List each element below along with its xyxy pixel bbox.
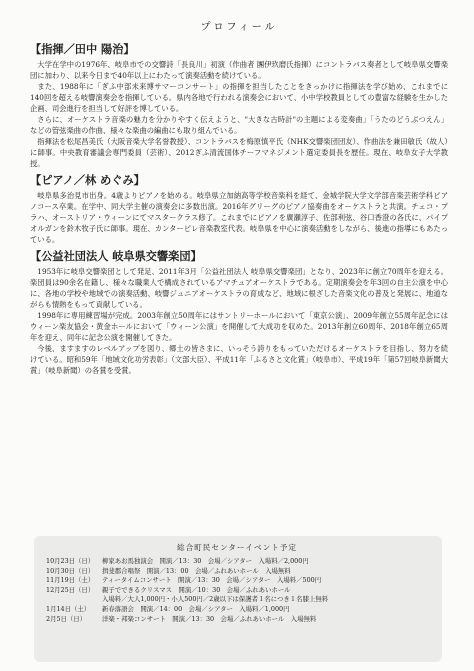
events-title: 総合町民センターイベント予定 <box>176 543 297 552</box>
paragraph: 1998年に専用練習場が完成。2003年創立50周年にはサントリーホールにおいて「東京公演」、2009年創立55周年記念にはウィーン楽友協会・黄金ホールにおいて「ウィーン公演」を開催して大成功を収めた。2013年創立60周年、2018年創立65周年を迎え、同年に記念公演を開催してきた。 <box>30 311 448 342</box>
event-text: 柳家あお馬独演会 開演／13：30 会場／シアター 入場料／2,000円 <box>102 557 309 565</box>
event-date: 2月5日（日） <box>46 614 87 623</box>
section-heading: 【指揮／田中 陽治】 <box>30 43 135 56</box>
event-item <box>46 557 428 567</box>
paragraph: 岐阜県多治見市出身。4歳よりピアノを始める。岐阜県立加納高等学校音楽科を経て、金城学院大学文学部音楽芸術学科ピアノコース卒業。在学中、同大学主催の演奏会に多数出演。2016年グリーグのピアノ協奏曲をオーケストラと共演。チェコ・プラハ、オーストリア・ウィーンにてマスタークラス修了。これまでにピアノを廣瀬淳子、佐部利弦、谷口香澄の各氏に、パイプオルガンを鈴木牧子氏に師事。現在、カンターピレ音楽教室代表。岐阜県を中心に演奏活動をしながら、後進の指導にもあたっている。 <box>30 191 448 244</box>
event-item <box>46 576 428 586</box>
paragraph: 今後、ますますのレベルアップを図り、郷土の皆さまに、いっそう誇りをもっていただけるオーケストラを目指し、努力を続けている。昭和59年「地域文化功労表彰」（文部大臣）、平成11年「ふるさと文化賞」（岐阜市）、平成19年「第57回岐阜新聞大賞」（岐阜新聞）の各賞を受賞。 <box>30 344 448 375</box>
section-heading: 【公益社団法人 岐阜県交響楽団】 <box>30 250 202 263</box>
page-title: プロフィール <box>200 22 278 33</box>
event-date: 10月23日（日） <box>46 557 95 565</box>
event-text: 入場料／大人1,000円・小人500円／2歳以下は保護者１名につき１名膝上無料 <box>102 595 329 604</box>
paragraph: また、1988年に「ぎふ中部未来博サマーコンサート」の指揮を担当したことをきっかけに指揮法を学び始め、これまでに140回を超える岐響演奏会を指揮している。県内各地で行われる演奏会において、小中学校教員としての豊富な経験を生かした企画、司会進行を担当して好評を博している。 <box>30 82 448 113</box>
events-box <box>34 536 442 662</box>
paragraph: 指揮法を松尾昌美氏（大阪音楽大学名誉教授）、コントラバスを梅原慎平氏（NHK交響楽団団友）、作曲法を兼田敏氏（故人）に師事。中央教育審議会専門委員（芸術）、2012ぎふ清流国体チーフマネジメント選定委員長を歴任。現在、岐阜女子大学教授。 <box>30 137 448 168</box>
event-item <box>46 567 428 577</box>
event-text: 揖斐郡合唱祭 開演／13：00 会場／ふれあいホール 入場無料 <box>102 566 291 575</box>
event-item <box>46 615 428 625</box>
section-conductor <box>30 41 448 169</box>
event-date: 1月14日（土） <box>46 604 91 613</box>
paragraph: 1953年に岐阜交響楽団として発足、2011年3月「公益社団法人 岐阜県交響楽団」となり、2023年に創立70周年を迎える。楽団員は90余名在籍し、様々な職業人で構成されているアマチュアオーケストラである。定期演奏会を年3回の自主公演を中心に、各地の学校や地域での演奏活動、岐響ジュニアオーケストラの育成など、地域に根ざした音楽文化の普及と発展に、地道ながらも情熱をもって貢献している。 <box>30 267 448 309</box>
event-date: 11月19日（土） <box>46 576 95 585</box>
event-date <box>46 595 102 605</box>
paragraph: さらに、オーケストラ音楽の魅力を分かりやすく伝えようと、"大きな古時計"の主題による変奏曲」「うたのどうぶつえん」などの管弦楽曲の作曲、様々な楽曲の編曲にも取り組んでいる。 <box>30 115 448 135</box>
event-item <box>46 605 428 615</box>
section-orchestra <box>30 248 448 376</box>
event-item <box>46 595 428 605</box>
event-item <box>46 586 428 596</box>
section-piano <box>30 172 448 245</box>
event-date: 10月30日（日） <box>46 566 95 575</box>
event-text: 洋楽・邦楽コンサート 開演／13：30 会場／ふれあいホール 入場無料 <box>102 614 317 623</box>
event-date: 12月25日（日） <box>46 585 95 594</box>
section-heading: 【ピアノ／林 めぐみ】 <box>30 174 145 187</box>
event-text: ティータイムコンサート 開演／13：30 会場／シアター 入場料／500円 <box>102 576 322 585</box>
event-text: 新春落語会 開演／14：00 会場／シアター 入場料／1,000円 <box>102 604 290 613</box>
event-text: 親子でできるクリスマス 開演／10：30 会場／ふれあいホール <box>102 585 291 594</box>
paragraph: 大学在学中の1976年、岐阜市での交響詩「長良川」初演（作曲者 團伊玖磨氏指揮）にコントラバス奏者として岐阜県交響楽団に加わり、以来今日まで40年以上にわたって演奏活動を続けている。 <box>30 60 448 80</box>
